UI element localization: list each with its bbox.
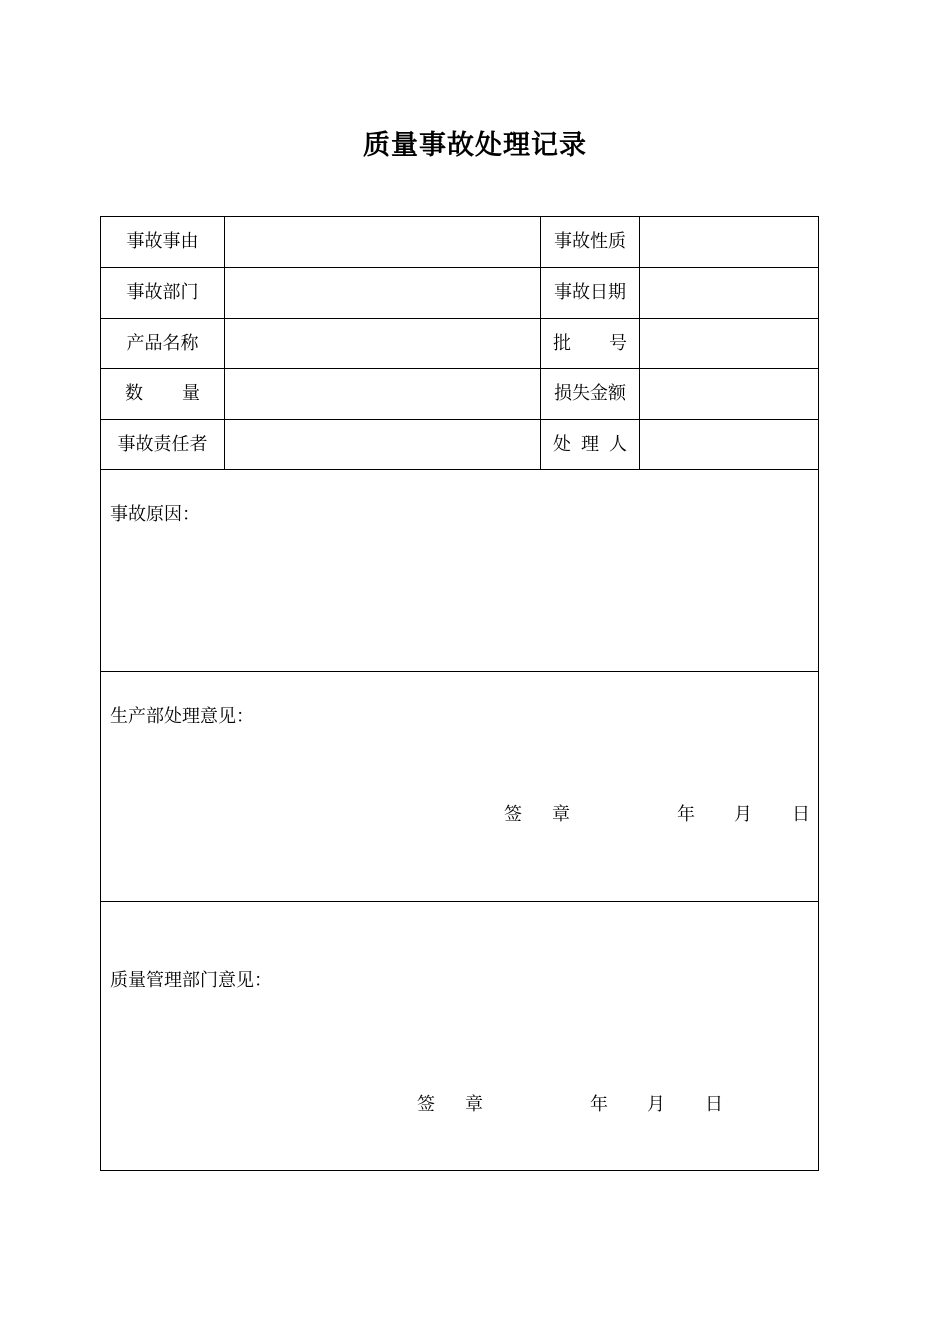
incident-reason-label: 事故原因： <box>110 504 200 525</box>
quality-day-label: 日 <box>705 1094 723 1115</box>
production-month-label: 月 <box>734 804 752 825</box>
label-char: 人 <box>609 433 627 455</box>
label-char: 理 <box>581 433 599 455</box>
quality-seal-char: 章 <box>465 1094 483 1115</box>
production-year-label: 年 <box>677 804 695 825</box>
label-loss-amount: 损失金额 <box>554 383 626 404</box>
production-day-label: 日 <box>792 804 810 825</box>
label-incident-nature: 事故性质 <box>554 231 626 252</box>
label-char: 批 <box>553 332 571 354</box>
record-form-table <box>100 216 819 1171</box>
batch-number-field[interactable] <box>640 319 818 368</box>
label-responsible-person: 事故责任者 <box>117 433 208 455</box>
label-incident-department: 事故部门 <box>126 282 199 303</box>
label-char: 号 <box>609 332 627 354</box>
incident-date-field[interactable] <box>640 268 818 318</box>
quality-opinion-field[interactable] <box>101 902 818 1170</box>
label-incident-cause-summary: 事故事由 <box>126 231 199 252</box>
incident-department-field[interactable] <box>225 268 540 318</box>
label-char: 处 <box>553 433 571 455</box>
quality-sign-char: 签 <box>417 1094 435 1115</box>
label-batch-number <box>541 319 639 368</box>
quality-opinion-label: 质量管理部门意见： <box>110 970 272 991</box>
incident-cause-summary-field[interactable] <box>225 217 540 267</box>
label-char: 量 <box>182 383 200 404</box>
production-opinion-label: 生产部处理意见： <box>110 706 254 727</box>
page-title: 质量事故处理记录 <box>363 130 587 161</box>
responsible-person-field[interactable] <box>225 420 540 469</box>
loss-amount-field[interactable] <box>640 369 818 419</box>
quality-month-label: 月 <box>647 1094 665 1115</box>
label-product-name: 产品名称 <box>126 332 199 354</box>
label-quantity <box>113 369 212 419</box>
quantity-field[interactable] <box>225 369 540 419</box>
production-sign-char: 签 <box>504 804 522 825</box>
label-char: 数 <box>125 383 143 404</box>
incident-reason-field[interactable] <box>101 470 818 671</box>
production-seal-char: 章 <box>552 804 570 825</box>
label-incident-date: 事故日期 <box>554 282 626 303</box>
label-handler <box>541 420 639 469</box>
incident-nature-field[interactable] <box>640 217 818 267</box>
product-name-field[interactable] <box>225 319 540 368</box>
handler-field[interactable] <box>640 420 818 469</box>
quality-year-label: 年 <box>590 1094 608 1115</box>
